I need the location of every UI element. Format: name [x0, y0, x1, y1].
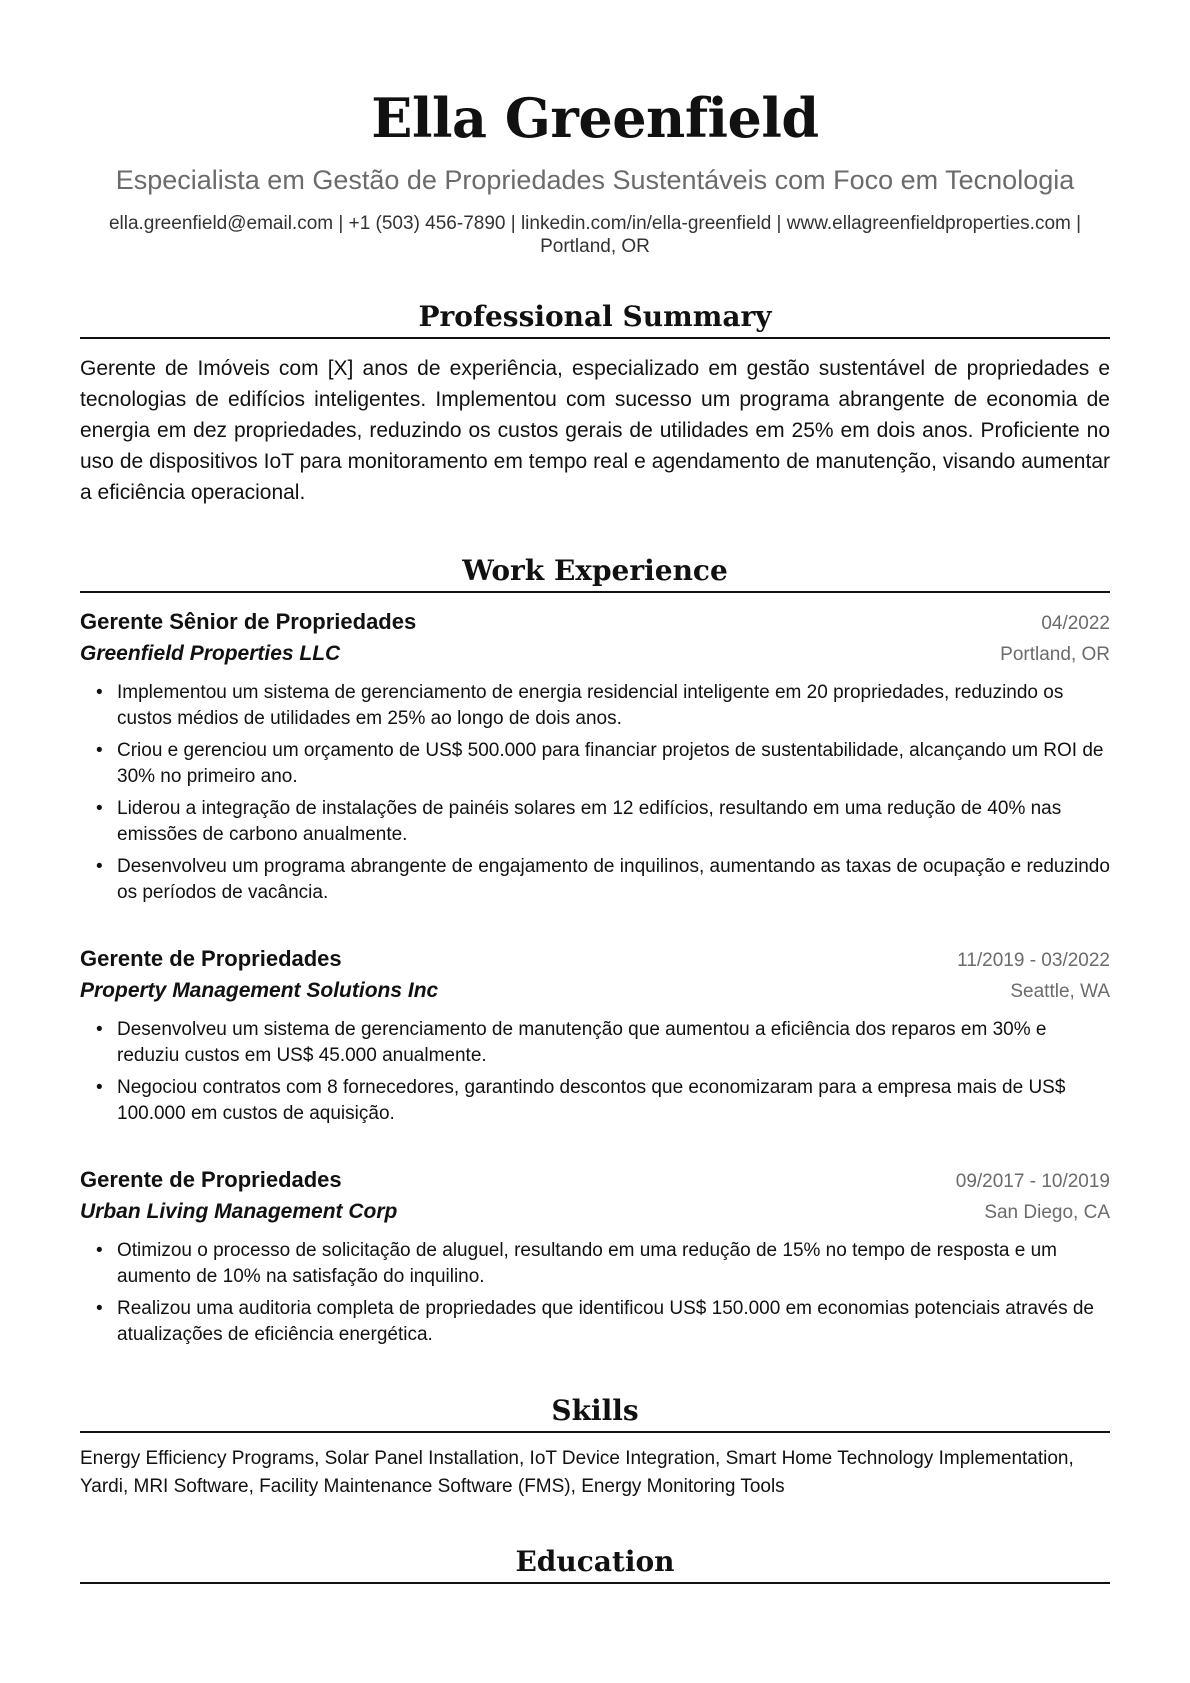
job-bullet-text: Liderou a integração de instalações de painéis solares em 12 edifícios, resultando em uma redução de 40% nas emissões de carbono anualmente.: [117, 798, 1062, 845]
summary-text: Gerente de Imóveis com [X] anos de experiência, especializado em gestão sustentável de propriedades e tecnologias de edifícios inteligentes. Implementou com sucesso um programa abrangente de economia de energia em dez propriedades, reduzindo os custos gerais de utilidades em 25% em dois anos. Proficiente no uso de dispositivos IoT para monitoramento em tempo real e agendamento de manutenção, visando aumentar a eficiência operacional.: [80, 357, 1110, 504]
job-title-row: [80, 1165, 1110, 1197]
bullet-dot-icon: •: [96, 740, 103, 761]
contact-line-1: ella.greenfield@email.com | +1 (503) 456-7890 | linkedin.com/in/ella-greenfield | www.ellagreenfieldproperties.com |: [108, 213, 1082, 234]
job-location: San Diego, CA: [984, 1202, 1110, 1223]
job-bullet: [80, 1238, 1110, 1290]
job-bullet-text: Desenvolveu um sistema de gerenciamento de manutenção que aumentou a eficiência dos reparos em 30% e reduziu custos em US$ 45.000 anualmente.: [117, 1019, 1047, 1066]
job-location: Portland, OR: [1000, 644, 1110, 665]
job-bullet-text: Implementou um sistema de gerenciamento de energia residencial inteligente em 20 propriedades, reduzindo os custos médios de utilidades em 25% ao longo de dois anos.: [117, 682, 1064, 729]
job-title: Gerente de Propriedades: [80, 946, 342, 971]
job-company-row: [80, 976, 1110, 1007]
resume-header: [80, 0, 1110, 258]
contact-line-2: Portland, OR: [540, 236, 650, 257]
job-entry: [80, 944, 1110, 1127]
job-bullet: [80, 796, 1110, 848]
job-date: 04/2022: [1041, 613, 1110, 634]
education-heading: Education: [80, 1543, 1110, 1584]
bullet-dot-icon: •: [96, 1240, 103, 1261]
summary-section: [80, 298, 1110, 508]
job-bullet-text: Negociou contratos com 8 fornecedores, garantindo descontos que economizaram para a empresa mais de US$ 100.000 em custos de aquisição.: [117, 1077, 1066, 1124]
job-bullet: [80, 680, 1110, 732]
job-bullet: [80, 1075, 1110, 1127]
job-bullet: [80, 738, 1110, 790]
experience-heading: Work Experience: [80, 552, 1110, 593]
job-title: Gerente de Propriedades: [80, 1167, 342, 1192]
job-bullet: [80, 854, 1110, 906]
skills-text: Energy Efficiency Programs, Solar Panel Installation, IoT Device Integration, Smart Home Technology Implementation, Yardi, MRI Software, Facility Maintenance Software (FMS), Energy Monitoring Tools: [80, 1448, 1074, 1497]
candidate-name: Ella Greenfield: [371, 86, 819, 150]
job-company-row: [80, 639, 1110, 670]
job-company: Greenfield Properties LLC: [80, 642, 341, 665]
bullet-dot-icon: •: [96, 1298, 103, 1319]
bullet-dot-icon: •: [96, 798, 103, 819]
job-bullet: [80, 1017, 1110, 1069]
job-entry: [80, 1165, 1110, 1348]
contact-info: [80, 212, 1110, 258]
job-bullet: [80, 1296, 1110, 1348]
job-title-row: [80, 607, 1110, 639]
candidate-headline: Especialista em Gestão de Propriedades Sustentáveis com Foco em Tecnologia: [115, 165, 1075, 195]
job-bullets: [80, 680, 1110, 906]
education-section: [80, 1543, 1110, 1584]
job-bullet-text: Desenvolveu um programa abrangente de engajamento de inquilinos, aumentando as taxas de ocupação e reduzindo os períodos de vacância.: [117, 856, 1110, 903]
job-company: Property Management Solutions Inc: [80, 979, 439, 1002]
job-date: 11/2019 - 03/2022: [957, 950, 1110, 971]
bullet-dot-icon: •: [96, 1077, 103, 1098]
job-entry: [80, 607, 1110, 906]
job-title-row: [80, 944, 1110, 976]
skills-heading: Skills: [80, 1392, 1110, 1433]
job-bullets: [80, 1017, 1110, 1127]
skills-section: [80, 1392, 1110, 1501]
bullet-dot-icon: •: [96, 856, 103, 877]
job-bullet-text: Criou e gerenciou um orçamento de US$ 500.000 para financiar projetos de sustentabilidade, alcançando um ROI de 30% no primeiro ano.: [117, 740, 1104, 787]
job-title: Gerente Sênior de Propriedades: [80, 609, 417, 634]
job-company-row: [80, 1197, 1110, 1228]
job-bullet-text: Realizou uma auditoria completa de propriedades que identificou US$ 150.000 em economias potenciais através de atualizações de eficiência energética.: [117, 1298, 1094, 1345]
experience-section: [80, 552, 1110, 1348]
summary-heading: Professional Summary: [80, 298, 1110, 339]
job-company: Urban Living Management Corp: [80, 1200, 398, 1223]
job-location: Seattle, WA: [1010, 981, 1110, 1002]
bullet-dot-icon: •: [96, 1019, 103, 1040]
job-bullets: [80, 1238, 1110, 1348]
job-bullet-text: Otimizou o processo de solicitação de aluguel, resultando em uma redução de 15% no tempo de resposta e um aumento de 10% na satisfação do inquilino.: [117, 1240, 1057, 1287]
bullet-dot-icon: •: [96, 682, 103, 703]
job-date: 09/2017 - 10/2019: [955, 1171, 1110, 1192]
